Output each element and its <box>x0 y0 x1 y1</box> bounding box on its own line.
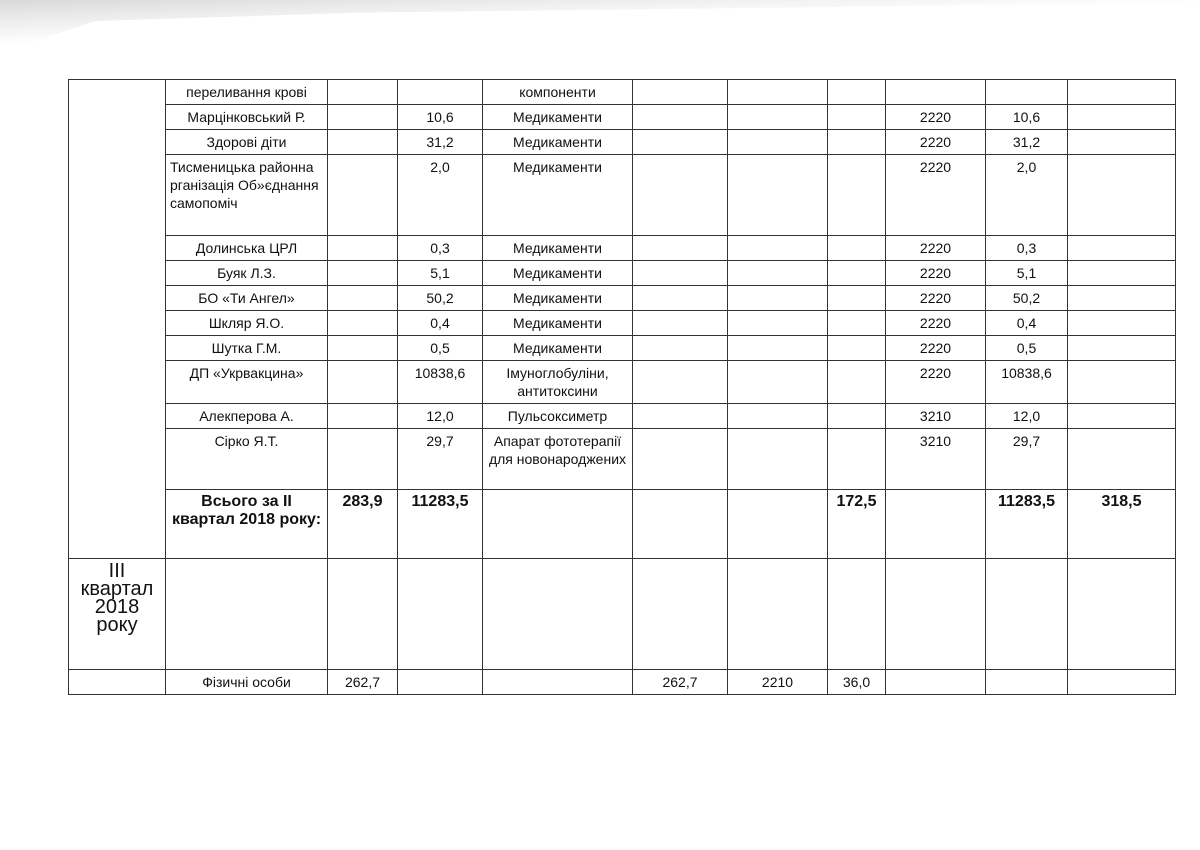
amount-cell: 12,0 <box>398 404 483 429</box>
code-cell <box>886 670 986 695</box>
col5-cell <box>728 155 828 236</box>
col6-cell <box>828 261 886 286</box>
col5-cell <box>728 361 828 404</box>
total-item <box>483 490 633 559</box>
col1-cell <box>328 130 398 155</box>
col1-cell <box>328 404 398 429</box>
empty-cell <box>398 559 483 670</box>
scan-shadow <box>0 0 1200 70</box>
col4-cell <box>633 236 728 261</box>
org-cell: Сірко Я.Т. <box>166 429 328 490</box>
table-row <box>69 286 1176 311</box>
col4-cell: 262,7 <box>633 670 728 695</box>
table-body <box>69 80 1176 695</box>
col6-cell <box>828 429 886 490</box>
code-cell: 2220 <box>886 361 986 404</box>
empty-cell <box>728 559 828 670</box>
amount-cell: 0,3 <box>398 236 483 261</box>
value-cell: 12,0 <box>986 404 1068 429</box>
total-amount: 11283,5 <box>398 490 483 559</box>
code-cell: 3210 <box>886 429 986 490</box>
col1-cell <box>328 336 398 361</box>
amount-cell: 50,2 <box>398 286 483 311</box>
quarter-cell-empty <box>69 80 166 559</box>
org-cell: Шкляр Я.О. <box>166 311 328 336</box>
amount-cell: 2,0 <box>398 155 483 236</box>
col6-cell <box>828 130 886 155</box>
col9-cell <box>1068 130 1176 155</box>
empty-cell <box>69 670 166 695</box>
col5-cell <box>728 80 828 105</box>
col9-cell <box>1068 336 1176 361</box>
empty-cell <box>328 559 398 670</box>
col9-cell <box>1068 404 1176 429</box>
col6-cell <box>828 361 886 404</box>
col5-cell <box>728 336 828 361</box>
col1-cell <box>328 429 398 490</box>
value-cell: 0,5 <box>986 336 1068 361</box>
col6-cell <box>828 404 886 429</box>
total-col9: 318,5 <box>1068 490 1176 559</box>
col6-cell <box>828 311 886 336</box>
empty-cell <box>828 559 886 670</box>
report-table <box>68 79 1176 695</box>
code-cell: 2220 <box>886 155 986 236</box>
amount-cell <box>398 670 483 695</box>
col6-cell <box>828 336 886 361</box>
value-cell: 0,3 <box>986 236 1068 261</box>
col9-cell <box>1068 670 1176 695</box>
col6-cell <box>828 155 886 236</box>
value-cell <box>986 80 1068 105</box>
value-cell <box>986 670 1068 695</box>
value-cell: 31,2 <box>986 130 1068 155</box>
org-cell: Алекперова А. <box>166 404 328 429</box>
item-cell: Медикаменти <box>483 336 633 361</box>
col1-cell <box>328 80 398 105</box>
col6-cell <box>828 105 886 130</box>
col1-cell <box>328 286 398 311</box>
item-cell: Апарат фототерапії для новонароджених <box>483 429 633 490</box>
code-cell <box>886 80 986 105</box>
table-row <box>69 236 1176 261</box>
table-row <box>69 429 1176 490</box>
col4-cell <box>633 130 728 155</box>
col1-cell <box>328 155 398 236</box>
table-row <box>69 404 1176 429</box>
amount-cell: 31,2 <box>398 130 483 155</box>
org-cell: Фізичні особи <box>166 670 328 695</box>
col1-cell <box>328 105 398 130</box>
col9-cell <box>1068 286 1176 311</box>
value-cell: 10838,6 <box>986 361 1068 404</box>
empty-cell <box>483 559 633 670</box>
table-row <box>69 311 1176 336</box>
table-row <box>69 105 1176 130</box>
value-cell: 0,4 <box>986 311 1068 336</box>
table-row <box>69 130 1176 155</box>
col5-cell <box>728 404 828 429</box>
total-label: Всього за ІІ квартал 2018 року: <box>166 490 328 559</box>
col9-cell <box>1068 261 1176 286</box>
amount-cell: 29,7 <box>398 429 483 490</box>
amount-cell: 10,6 <box>398 105 483 130</box>
item-cell: компоненти <box>483 80 633 105</box>
empty-cell <box>1068 559 1176 670</box>
total-col6: 172,5 <box>828 490 886 559</box>
col5-cell: 2210 <box>728 670 828 695</box>
value-cell: 5,1 <box>986 261 1068 286</box>
col1-cell <box>328 236 398 261</box>
col6-cell <box>828 80 886 105</box>
empty-cell <box>886 559 986 670</box>
item-cell: Медикаменти <box>483 236 633 261</box>
total-col1: 283,9 <box>328 490 398 559</box>
item-cell: Медикаменти <box>483 130 633 155</box>
item-cell: Медикаменти <box>483 311 633 336</box>
item-cell: Медикаменти <box>483 286 633 311</box>
quarter3-header-row <box>69 559 1176 670</box>
col9-cell <box>1068 361 1176 404</box>
amount-cell: 0,4 <box>398 311 483 336</box>
col6-cell: 36,0 <box>828 670 886 695</box>
amount-cell: 0,5 <box>398 336 483 361</box>
table-row <box>69 361 1176 404</box>
col9-cell <box>1068 236 1176 261</box>
empty-cell <box>986 559 1068 670</box>
col5-cell <box>728 429 828 490</box>
item-cell <box>483 670 633 695</box>
org-cell: Буяк Л.З. <box>166 261 328 286</box>
total-code <box>886 490 986 559</box>
table-row <box>69 155 1176 236</box>
amount-cell <box>398 80 483 105</box>
table-row <box>69 80 1176 105</box>
code-cell: 2220 <box>886 311 986 336</box>
col4-cell <box>633 311 728 336</box>
quarter3-label: ІІІ квартал 2018 року <box>69 559 166 670</box>
org-cell: Тисменицька районна рганізація Об»єднання самопоміч <box>166 155 328 236</box>
code-cell: 2220 <box>886 105 986 130</box>
item-cell: Медикаменти <box>483 105 633 130</box>
org-cell: Шутка Г.М. <box>166 336 328 361</box>
item-cell: Медикаменти <box>483 155 633 236</box>
col4-cell <box>633 336 728 361</box>
amount-cell: 10838,6 <box>398 361 483 404</box>
code-cell: 2220 <box>886 286 986 311</box>
col4-cell <box>633 429 728 490</box>
col4-cell <box>633 80 728 105</box>
total-value: 11283,5 <box>986 490 1068 559</box>
col6-cell <box>828 236 886 261</box>
table-row <box>69 336 1176 361</box>
code-cell: 2220 <box>886 336 986 361</box>
col4-cell <box>633 361 728 404</box>
item-cell: Імуноглобуліни, антитоксини <box>483 361 633 404</box>
org-cell: Марцінковський Р. <box>166 105 328 130</box>
value-cell: 50,2 <box>986 286 1068 311</box>
col4-cell <box>633 286 728 311</box>
col4-cell <box>633 105 728 130</box>
col5-cell <box>728 286 828 311</box>
empty-cell <box>166 559 328 670</box>
org-cell: Долинська ЦРЛ <box>166 236 328 261</box>
amount-cell: 5,1 <box>398 261 483 286</box>
total-row <box>69 490 1176 559</box>
quarter3-row <box>69 670 1176 695</box>
col1-cell: 262,7 <box>328 670 398 695</box>
value-cell: 29,7 <box>986 429 1068 490</box>
value-cell: 2,0 <box>986 155 1068 236</box>
table-row <box>69 261 1176 286</box>
col4-cell <box>633 404 728 429</box>
code-cell: 2220 <box>886 236 986 261</box>
col6-cell <box>828 286 886 311</box>
col5-cell <box>728 261 828 286</box>
col9-cell <box>1068 429 1176 490</box>
item-cell: Пульсоксиметр <box>483 404 633 429</box>
col5-cell <box>728 105 828 130</box>
org-cell: Здорові діти <box>166 130 328 155</box>
col9-cell <box>1068 105 1176 130</box>
code-cell: 2220 <box>886 130 986 155</box>
empty-cell <box>633 559 728 670</box>
org-cell: ДП «Укрвакцина» <box>166 361 328 404</box>
col1-cell <box>328 261 398 286</box>
code-cell: 3210 <box>886 404 986 429</box>
col5-cell <box>728 236 828 261</box>
col9-cell <box>1068 311 1176 336</box>
total-col5 <box>728 490 828 559</box>
col4-cell <box>633 155 728 236</box>
value-cell: 10,6 <box>986 105 1068 130</box>
code-cell: 2220 <box>886 261 986 286</box>
org-cell: переливання крові <box>166 80 328 105</box>
col9-cell <box>1068 80 1176 105</box>
item-cell: Медикаменти <box>483 261 633 286</box>
org-cell: БО «Ти Ангел» <box>166 286 328 311</box>
col1-cell <box>328 311 398 336</box>
col5-cell <box>728 311 828 336</box>
col9-cell <box>1068 155 1176 236</box>
total-col4 <box>633 490 728 559</box>
col1-cell <box>328 361 398 404</box>
col4-cell <box>633 261 728 286</box>
col5-cell <box>728 130 828 155</box>
